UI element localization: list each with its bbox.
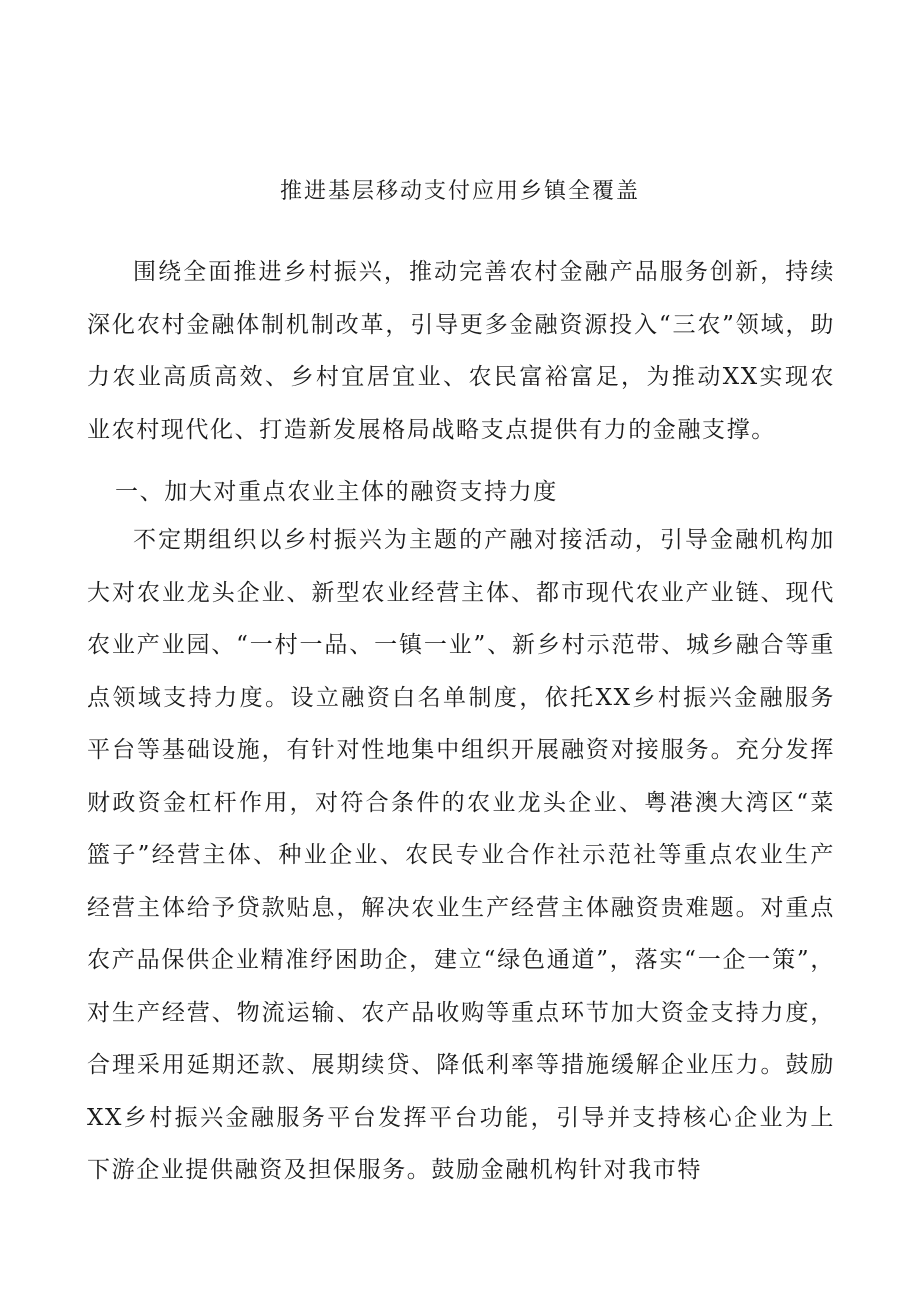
document-title: 推进基层移动支付应用乡镇全覆盖: [279, 179, 640, 204]
intro-paragraph: 围绕全面推进乡村振兴，推动完善农村金融产品服务创新，持续深化农村金融体制机制改革，引导更多金融资源投入“三农”领域，助力农业高质高效、乡村宜居宜业、农民富裕富足，为推动XX实现农业农村现代化、打造新发展格局战略支点提供有力的金融支撑。: [87, 259, 835, 443]
section-heading-1: 一、加大对重点农业主体的融资支持力度: [115, 479, 558, 505]
section-1-paragraph: 不定期组织以乡村振兴为主题的产融对接活动，引导金融机构加大对农业龙头企业、新型农业经营主体、都市现代农业产业链、现代农业产业园、“一村一品、一镇一业”、新乡村示范带、城乡融合等重点领域支持力度。设立融资白名单制度，依托XX乡村振兴金融服务平台等基础设施，有针对性地集中组织开展融资对接服务。充分发挥财政资金杠杆作用，对符合条件的农业龙头企业、粤港澳大湾区“菜篮子”经营主体、种业企业、农民专业合作社示范社等重点农业生产经营主体给予贷款贴息，解决农业生产经营主体融资贵难题。对重点农产品保供企业精准纾困助企，建立“绿色通道”，落实“一企一策”，对生产经营、物流运输、农产品收购等重点环节加大资金支持力度，合理采用延期还款、展期续贷、降低利率等措施缓解企业压力。鼓励XX乡村振兴金融服务平台发挥平台功能，引导并支持核心企业为上下游企业提供融资及担保服务。鼓励金融机构针对我市特: [87, 527, 835, 1183]
